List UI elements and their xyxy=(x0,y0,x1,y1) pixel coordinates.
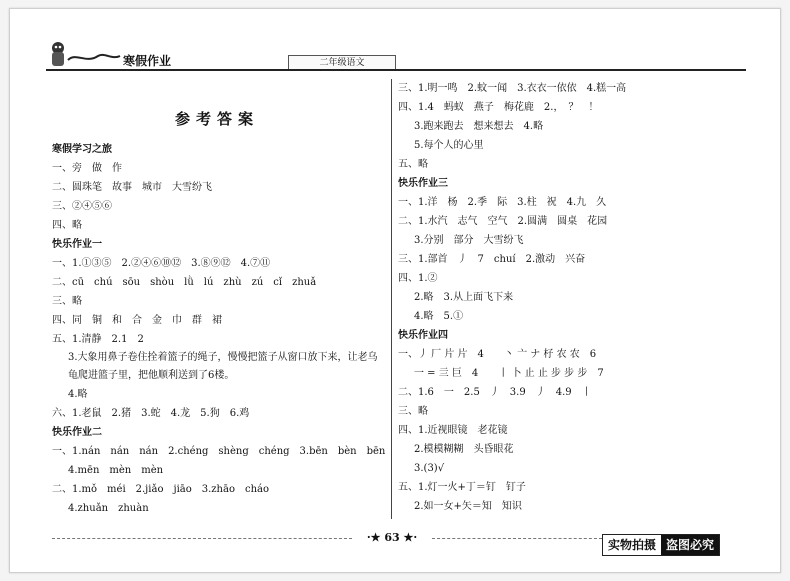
answer-line: 3.分别 部分 大雪纷飞 xyxy=(414,235,524,246)
brand-title: 寒假作业 xyxy=(123,54,172,68)
answer-line: 二、1.mǒ méi 2.jiǎo jiāo 3.zhāo cháo xyxy=(52,484,270,495)
stamp-right: 盗图必究 xyxy=(661,535,719,555)
answer-line: 3.(3)√ xyxy=(414,463,445,474)
grade-label: 二年级语文 xyxy=(288,55,396,71)
section-heading: 快乐作业三 xyxy=(398,178,448,189)
answer-line: 一、丿 厂 片 片 4 丶 亠 ナ 杍 农 农 6 xyxy=(398,349,597,360)
left-column xyxy=(52,79,386,518)
answer-line: 三、②④⑤⑥ xyxy=(52,201,112,212)
answer-line: 4.略 5.① xyxy=(414,311,464,322)
answer-line: 三、1.明一鸣 2.蚊一闻 3.衣衣一依依 4.糕一高 xyxy=(398,83,627,94)
answer-line: 一、1.nán nán nán 2.chéng shèng chéng 3.bēn bèn bēn xyxy=(52,446,386,457)
answer-line: 三、略 xyxy=(52,296,82,307)
answer-line: 二、圆珠笔 故事 城市 大雪纷飞 xyxy=(52,182,212,193)
answer-line: 2.略 3.从上面飞下来 xyxy=(414,292,514,303)
answer-line: 四、同 铜 和 合 金 巾 群 裙 xyxy=(52,315,222,326)
section-heading: 寒假学习之旅 xyxy=(52,144,112,155)
answer-line: 4.mēn mèn mèn xyxy=(68,465,164,476)
header-rule xyxy=(46,69,746,71)
answer-line: 4.略 xyxy=(68,389,88,400)
answer-line: 二、1.6 一 2.5 丿 3.9 丿 4.9 丨 xyxy=(398,387,592,398)
answer-line: 5.每个人的心里 xyxy=(414,140,484,151)
answer-line: 4.zhuǎn zhuàn xyxy=(68,503,149,514)
section-heading: 快乐作业四 xyxy=(398,330,448,341)
answer-line: 一 = 亖 巨 4 丨 卜 止 止 步 步 步 7 xyxy=(414,368,604,379)
answer-line: 3.跑来跑去 想来想去 4.略 xyxy=(414,121,544,132)
section-heading: 快乐作业一 xyxy=(52,239,102,250)
answer-line: 2.如一女+矢＝知 知识 xyxy=(414,501,522,512)
answer-line: 四、1.近视眼镜 老花镜 xyxy=(398,425,508,436)
answer-line: 四、略 xyxy=(52,220,82,231)
answer-line: 三、1.部首 丿 7 chuí 2.激动 兴奋 xyxy=(398,254,586,265)
right-column xyxy=(398,79,738,516)
answer-line: 二、cū chú sōu shòu lǜ lú zhù zú cǐ zhuǎ xyxy=(52,277,317,288)
page-header xyxy=(46,38,746,74)
answer-line: 四、1.4 蚂蚁 燕子 梅花鹿 2.， ？ ！ xyxy=(398,102,599,113)
stamp-left: 实物拍摄 xyxy=(603,535,661,555)
answer-line: 2.模模糊糊 头昏眼花 xyxy=(414,444,514,455)
column-divider xyxy=(391,79,392,519)
answer-line: 五、略 xyxy=(398,159,428,170)
answer-paragraph: 3.大象用鼻子卷住拴着篮子的绳子，慢慢把篮子从窗口放下来，让老乌龟爬进篮子里，把他顺利送到了6楼。 xyxy=(68,352,378,381)
page-title: 参考答案 xyxy=(174,110,259,128)
watermark-stamp xyxy=(602,534,720,556)
footer-rule-right xyxy=(432,538,602,539)
answer-line: 五、1.清静 2.1 2 xyxy=(52,334,144,345)
footer-rule-left xyxy=(52,538,352,539)
answer-line: 四、1.② xyxy=(398,273,438,284)
answer-line: 三、略 xyxy=(398,406,428,417)
answer-line: 一、1.洋 杨 2.季 际 3.柱 祝 4.九 久 xyxy=(398,197,607,208)
answer-line: 一、旁 做 作 xyxy=(52,163,122,174)
answer-line: 二、1.水汽 志气 空气 2.圆满 圆桌 花园 xyxy=(398,216,608,227)
answer-line: 一、1.①③⑤ 2.②④⑥⑩⑫ 3.⑧⑨⑫ 4.⑦⑪ xyxy=(52,258,271,269)
page-number: ·★ 63 ★· xyxy=(366,531,418,544)
answer-line: 五、1.灯一火+丁＝钉 钉子 xyxy=(398,482,526,493)
answer-line: 六、1.老鼠 2.猪 3.蛇 4.龙 5.狗 6.鸡 xyxy=(52,408,250,419)
section-heading: 快乐作业二 xyxy=(52,427,102,438)
